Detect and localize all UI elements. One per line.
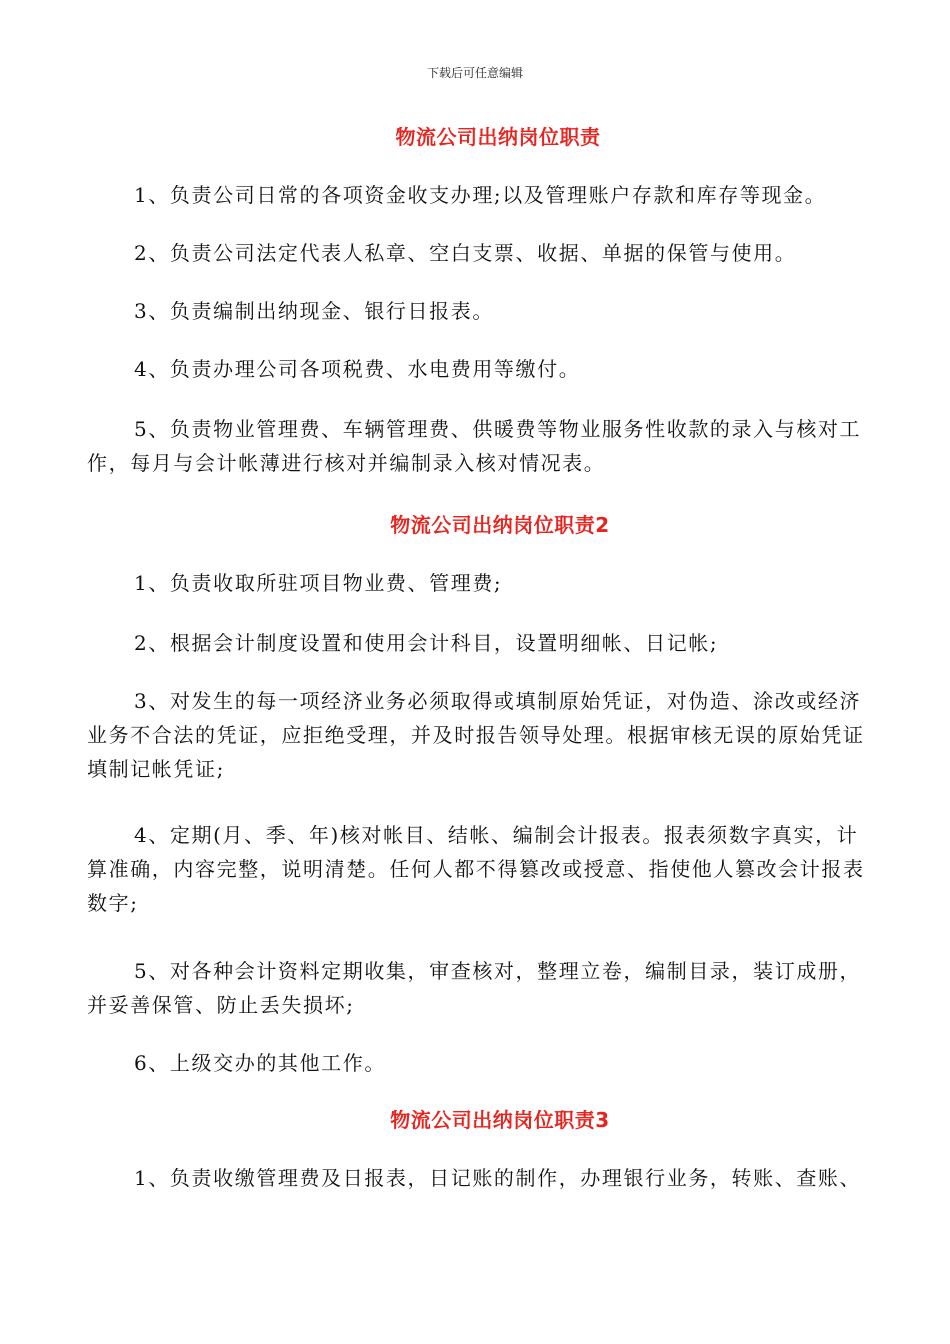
section-2-item-4 [87, 818, 867, 920]
section-2-item-3 [87, 684, 867, 786]
paragraph-text: 2、根据会计制度设置和使用会计科目，设置明细帐、日记帐; [134, 631, 719, 655]
section-2-item-6 [87, 1046, 877, 1080]
section-1-item-5 [87, 412, 877, 480]
paragraph-text: 5、负责物业管理费、车辆管理费、供暖费等物业服务性收款的录入与核对工作，每月与会计帐薄进行核对并编制录入核对情况表。 [87, 417, 862, 475]
paragraph-text: 6、上级交办的其他工作。 [134, 1051, 386, 1075]
paragraph-text: 4、负责办理公司各项税费、水电费用等缴付。 [134, 357, 581, 381]
section-1-item-1 [87, 178, 877, 212]
section-1-item-2 [87, 236, 877, 270]
paragraph-text: 3、负责编制出纳现金、银行日报表。 [134, 299, 494, 323]
paragraph-text: 2、负责公司法定代表人私章、空白支票、收据、单据的保管与使用。 [134, 241, 797, 265]
section-2-item-5 [87, 954, 877, 1022]
section-2-item-1 [87, 566, 877, 600]
section-title-1: 物流公司出纳岗位职责 [395, 125, 601, 149]
section-1-item-3 [87, 294, 877, 328]
section-1-item-4 [87, 352, 877, 386]
section-title-3: 物流公司出纳岗位职责3 [390, 1108, 610, 1132]
paragraph-text: 4、定期(月、季、年)核对帐目、结帐、编制会计报表。报表须数字真实，计算准确，内容完整，说明清楚。任何人都不得篡改或授意、指使他人篡改会计报表数字; [87, 823, 865, 915]
paragraph-text: 3、对发生的每一项经济业务必须取得或填制原始凭证，对伪造、涂改或经济业务不合法的凭证，应拒绝受理，并及时报告领导处理。根据审核无误的原始凭证填制记帐凭证; [87, 689, 865, 781]
header-note: 下载后可任意编辑 [426, 66, 523, 80]
paragraph-text: 5、对各种会计资料定期收集，审查核对，整理立卷，编制目录，装订成册，并妥善保管、防止丢失损坏; [87, 959, 862, 1017]
paragraph-text: 1、负责收缴管理费及日报表，日记账的制作，办理银行业务，转账、查账、 [134, 1166, 862, 1190]
section-title-2: 物流公司出纳岗位职责2 [390, 513, 610, 537]
paragraph-text: 1、负责收取所驻项目物业费、管理费; [134, 571, 503, 595]
paragraph-text: 1、负责公司日常的各项资金收支办理;以及管理账户存款和库存等现金。 [134, 183, 827, 207]
section-2-item-2 [87, 626, 877, 660]
section-3-item-1 [87, 1161, 877, 1195]
